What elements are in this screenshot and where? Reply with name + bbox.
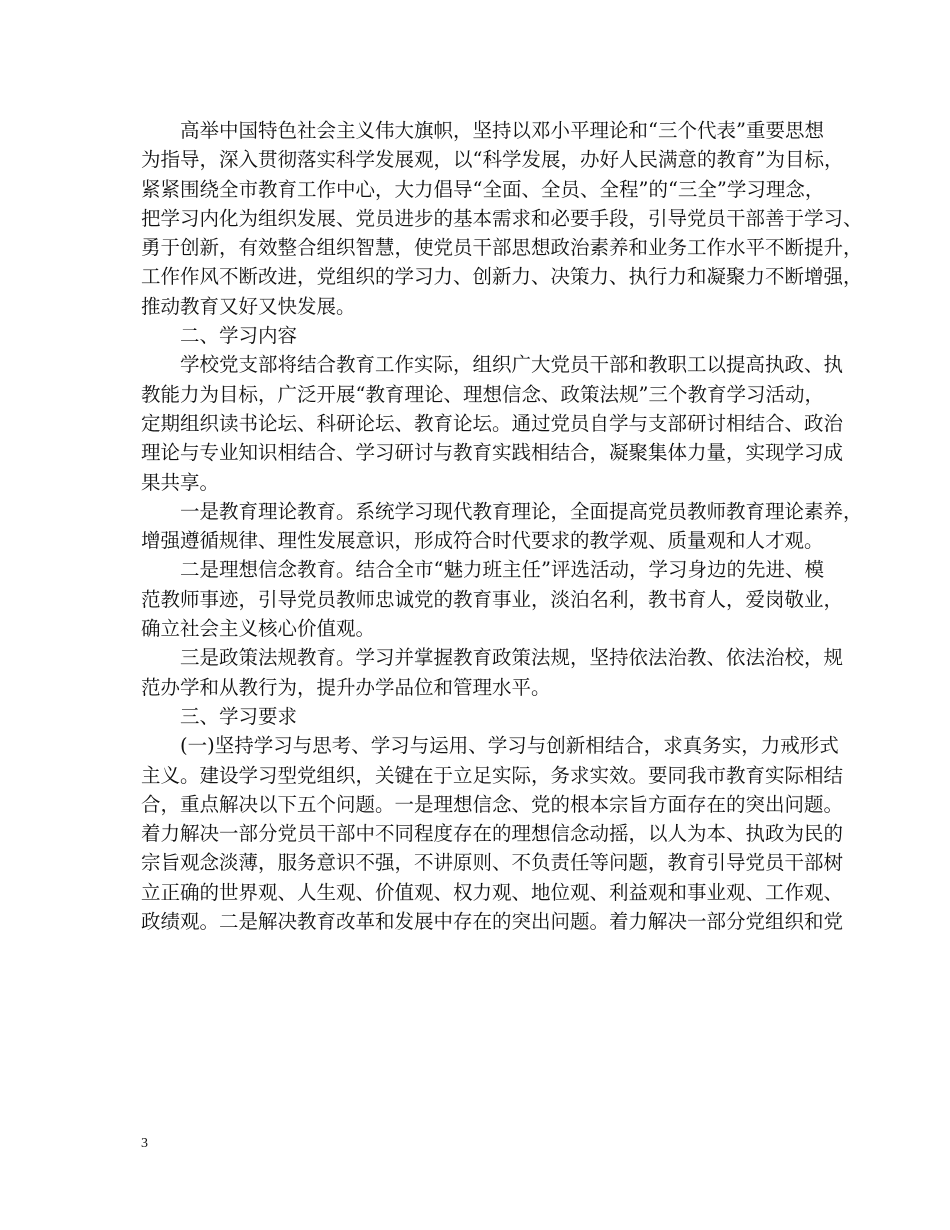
paragraph-line: 范办学和从教行为，提升办学品位和管理水平。 — [141, 675, 551, 699]
paragraph-line: 果共享。 — [141, 470, 220, 494]
paragraph-line: 主义。建设学习型党组织，关键在于立足实际，务求实效。要同我市教育实际相结 — [141, 763, 844, 787]
paragraph-line: 确立社会主义核心价值观。 — [141, 617, 376, 641]
paragraph-line: 为指导，深入贯彻落实科学发展观，以“科学发展，办好人民满意的教育”为目标， — [141, 148, 844, 172]
paragraph-line: 着力解决一部分党员干部中不同程度存在的理想信念动摇，以人为本、执政为民的 — [141, 822, 844, 846]
paragraph-line: 定期组织读书论坛、科研论坛、教育论坛。通过党员自学与支部研讨相结合、政治 — [141, 411, 844, 435]
section-heading: 二、学习内容 — [180, 324, 298, 348]
paragraph-line: 范教师事迹，引导党员教师忠诚党的教育事业，淡泊名利，教书育人，爱岗敬业， — [141, 587, 844, 611]
paragraph-line: 二是理想信念教育。结合全市“魅力班主任”评选活动，学习身边的先进、模 — [180, 558, 824, 582]
document-body — [141, 116, 863, 936]
paragraph-line: (一)坚持学习与思考、学习与运用、学习与创新相结合，求真务实，力戒形式 — [180, 734, 839, 758]
paragraph-line: 紧紧围绕全市教育工作中心，大力倡导“全面、全员、全程”的“三全”学习理念， — [141, 177, 825, 201]
paragraph-line: 学校党支部将结合教育工作实际，组织广大党员干部和教职工以提高执政、执 — [180, 353, 844, 377]
paragraph-line: 勇于创新，有效整合组织智慧，使党员干部思想政治素养和业务工作水平不断提升， — [141, 236, 863, 260]
paragraph-line: 高举中国特色社会主义伟大旗帜，坚持以邓小平理论和“三个代表”重要思想 — [180, 119, 824, 142]
paragraph-line: 政绩观。二是解决教育改革和发展中存在的突出问题。着力解决一部分党组织和党 — [141, 910, 844, 934]
paragraph-line: 教能力为目标，广泛开展“教育理论、理想信念、政策法规”三个教育学习活动， — [141, 382, 824, 406]
page-number: 3 — [141, 1136, 148, 1151]
paragraph-line: 理论与专业知识相结合、学习研讨与教育实践相结合，凝聚集体力量，实现学习成 — [141, 441, 844, 465]
paragraph-line: 增强遵循规律、理性发展意识，形成符合时代要求的教学观、质量观和人才观。 — [141, 529, 824, 553]
paragraph-line: 三是政策法规教育。学习并掌握教育政策法规，坚持依法治教、依法治校，规 — [180, 646, 844, 670]
paragraph-line: 宗旨观念淡薄，服务意识不强，不讲原则、不负责任等问题，教育引导党员干部树 — [141, 851, 844, 875]
section-heading: 三、学习要求 — [180, 704, 298, 728]
paragraph-line: 工作作风不断改进，党组织的学习力、创新力、决策力、执行力和凝聚力不断增强， — [141, 265, 863, 289]
paragraph-line: 立正确的世界观、人生观、价值观、权力观、地位观、利益观和事业观、工作观、 — [141, 880, 844, 904]
paragraph-line: 把学习内化为组织发展、党员进步的基本需求和必要手段，引导党员干部善于学习、 — [141, 206, 863, 230]
paragraph-line: 推动教育又好又快发展。 — [141, 294, 356, 318]
paragraph-line: 合，重点解决以下五个问题。一是理想信念、党的根本宗旨方面存在的突出问题。 — [141, 792, 844, 816]
paragraph-line: 一是教育理论教育。系统学习现代教育理论，全面提高党员教师教育理论素养， — [180, 499, 863, 523]
